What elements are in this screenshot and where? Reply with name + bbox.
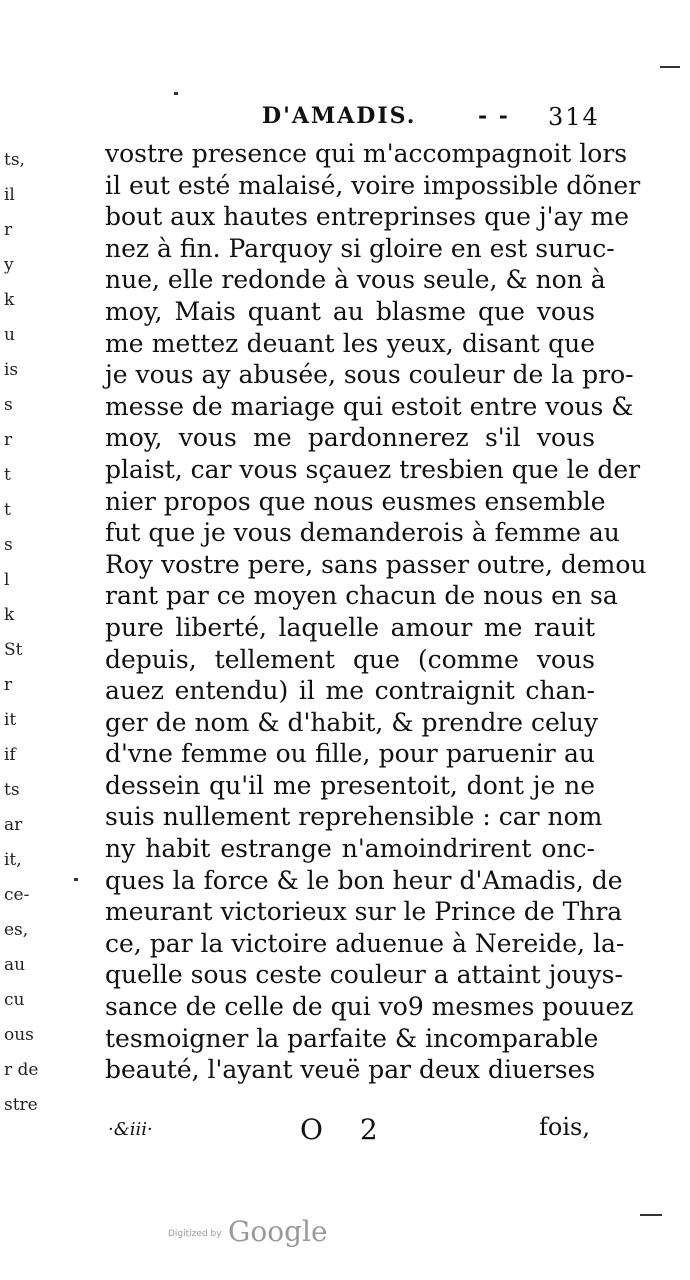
text-line: me mettez deuant les yeux, disant que: [105, 328, 595, 358]
bleed-fragment: is: [4, 360, 19, 380]
bleed-fragment: s: [4, 535, 13, 555]
page-number: 314: [548, 103, 600, 131]
bleed-fragment: it,: [4, 850, 22, 870]
text-line: beauté, l'ayant veuë par deux diuerses: [105, 1055, 596, 1085]
bleed-fragment: l: [4, 570, 10, 590]
bleed-fragment: r: [4, 430, 13, 450]
catchword: fois,: [539, 1113, 590, 1141]
text-line: fut que je vous demanderois à femme au: [105, 518, 620, 548]
running-header: [240, 103, 600, 133]
text-line: moy, vous me pardonnerez s'il vous: [105, 423, 595, 453]
bleed-fragment: r: [4, 675, 13, 695]
bleed-fragment: es,: [4, 920, 29, 940]
bleed-fragment: k: [4, 605, 15, 625]
text-line: moy, Mais quant au blasme que vous: [105, 296, 595, 326]
google-logo: Google: [228, 1215, 328, 1248]
bleed-fragment: r de: [4, 1060, 39, 1080]
text-line: pure liberté, laquelle amour me rauit: [105, 612, 595, 642]
bleed-fragment: ar: [4, 815, 23, 835]
quire-mark: O 2: [300, 1113, 392, 1146]
bleed-fragment: k: [4, 290, 15, 310]
text-line: messe de mariage qui estoit entre vous &: [105, 391, 634, 421]
speck: [660, 66, 680, 68]
bleed-fragment: t: [4, 500, 11, 520]
text-line: vostre presence qui m'accompagnoit lors: [105, 139, 628, 168]
bleed-fragment: St: [4, 640, 23, 660]
bleed-fragment: au: [4, 955, 26, 975]
bleed-fragment: if: [4, 745, 16, 765]
text-line: nue, elle redonde à vous seule, & non à: [105, 265, 606, 295]
bleed-fragment: ce-: [4, 885, 30, 905]
text-line: d'vne femme ou fille, pour paruenir au: [105, 739, 595, 769]
text-line: ques la force & le bon heur d'Amadis, de: [105, 865, 623, 895]
bleed-fragment: s: [4, 395, 13, 415]
bleed-fragment: ts,: [4, 150, 25, 170]
header-dashes: - -: [478, 103, 510, 129]
text-line: nier propos que nous eusmes ensemble: [105, 486, 606, 516]
text-line: rant par ce moyen chacun de nous en sa: [105, 581, 618, 611]
text-line: quelle sous ceste couleur a attaint jouys-: [105, 960, 623, 990]
text-line: tesmoigner la parfaite & incomparable: [105, 1023, 599, 1053]
facing-page-bleed: [4, 150, 40, 1170]
speck: [174, 92, 178, 95]
bleed-fragment: t: [4, 465, 11, 485]
bleed-fragment: u: [4, 325, 15, 345]
text-line: dessein qu'il me presentoit, dont je ne: [105, 770, 595, 800]
bleed-fragment: il: [4, 185, 15, 205]
watermark-digitized-by: Digitized by: [168, 1229, 222, 1239]
signature-mark: ·&iii·: [108, 1119, 153, 1140]
digitization-watermark: [168, 1215, 368, 1251]
text-line: nez à fin. Parquoy si gloire en est suruc-: [105, 233, 615, 263]
bleed-fragment: y: [4, 255, 14, 275]
bleed-fragment: r: [4, 220, 13, 240]
bleed-fragment: cu: [4, 990, 25, 1010]
page-footer: [108, 1113, 590, 1153]
text-line: Roy vostre pere, sans passer outre, demou: [105, 549, 647, 579]
text-line: bout aux hautes entreprinses que j'ay me: [105, 202, 630, 232]
speck: [640, 1214, 662, 1216]
body-text: [105, 138, 647, 1086]
bleed-fragment: ous: [4, 1025, 34, 1045]
speck: [74, 878, 78, 881]
text-line: ce, par la victoire aduenue à Nereide, la-: [105, 928, 625, 958]
text-line: auez entendu) il me contraignit chan-: [105, 676, 595, 706]
running-title: D'AMADIS.: [262, 103, 417, 129]
text-line: meurant victorieux sur le Prince de Thra: [105, 897, 623, 927]
bleed-fragment: it: [4, 710, 17, 730]
text-line: sance de celle de qui vo9 mesmes pouuez: [105, 992, 634, 1022]
bleed-fragment: ts: [4, 780, 20, 800]
bleed-fragment: stre: [4, 1095, 38, 1115]
text-line: suis nullement reprehensible : car nom: [105, 802, 603, 832]
text-line: il eut esté malaisé, voire impossible dõner: [105, 170, 641, 200]
text-line: ger de nom & d'habit, & prendre celuy: [105, 707, 599, 737]
text-line: ny habit estrange n'amoindrirent onc-: [105, 834, 595, 864]
text-line: plaist, car vous sçauez tresbien que le der: [105, 454, 641, 484]
text-line: je vous ay abusée, sous couleur de la pro-: [105, 360, 634, 390]
text-line: depuis, tellement que (comme vous: [105, 644, 595, 674]
